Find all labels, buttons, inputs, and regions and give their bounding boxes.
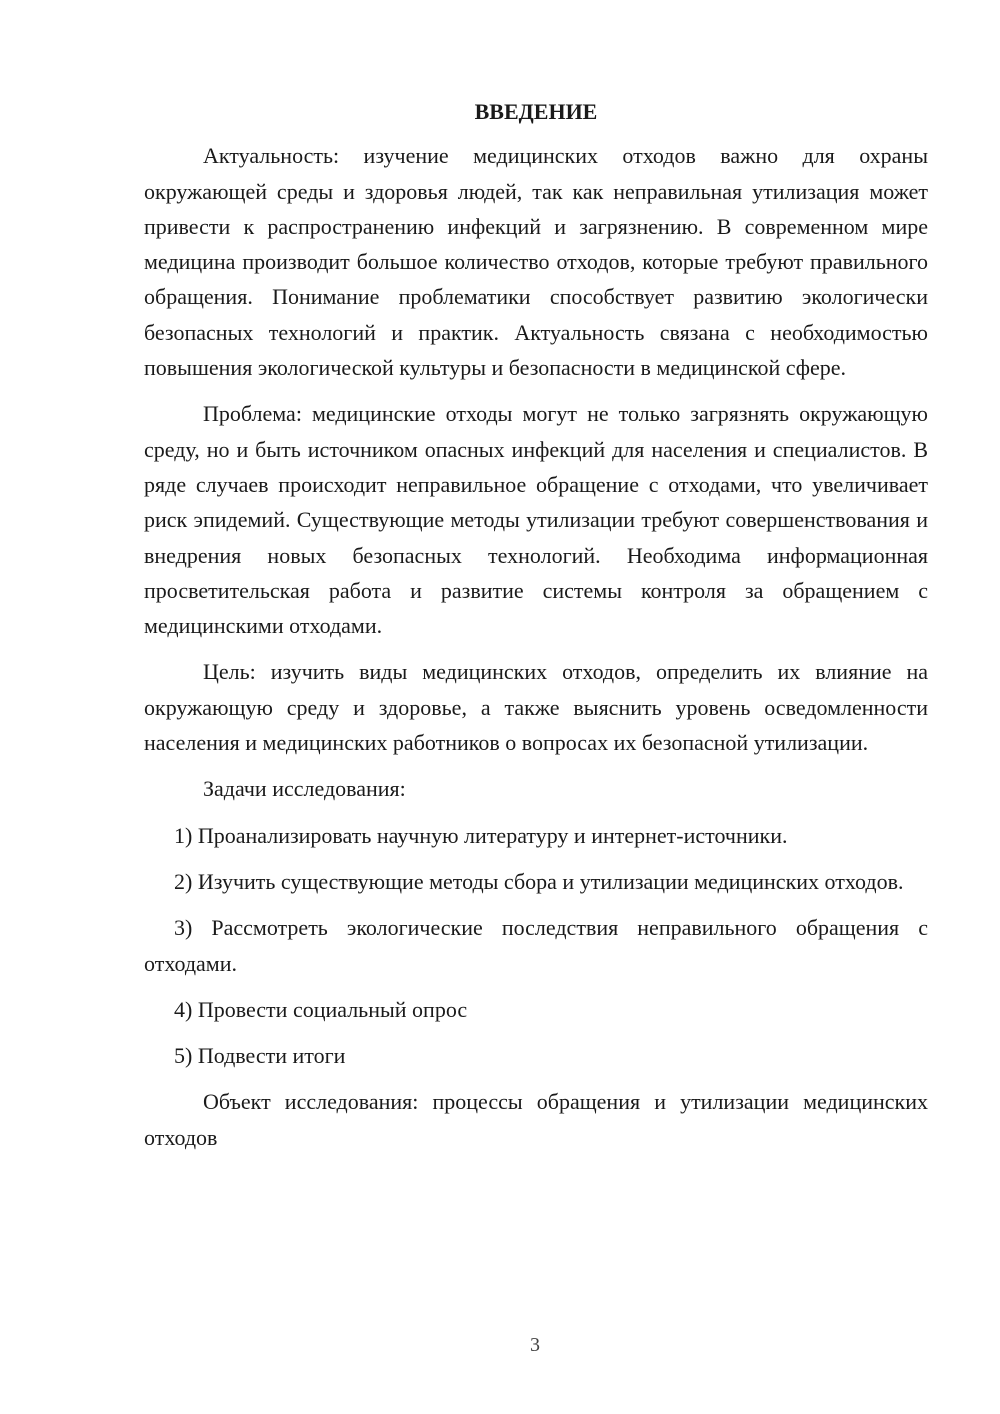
task-item: 3) Рассмотреть экологические последствия неправильного обращения с отходами. [144, 915, 928, 976]
paragraph-actuality: Актуальность: изучение медицинских отходов важно для охраны окружающей среды и здоровья людей, так как неправильная утилизация может привести к распространению инфекций и загрязнению. В современном мире медицина производит большое количество отходов, которые требуют правильного обращения. Понимание проблематики способствует развитию экологически безопасных технологий и практик. Актуальность связана с необходимостью повышения экологической культуры и безопасности в медицинской сфере. [144, 143, 928, 381]
page-number: 3 [530, 1334, 540, 1356]
page-content [144, 94, 928, 1166]
task-item: 4) Провести социальный опрос [174, 996, 468, 1022]
paragraph-goal: Цель: изучить виды медицинских отходов, определить их влияние на окружающую среду и здоровье, а также выяснить уровень осведомленности населения и медицинских работников о вопросах их безопасной утилизации. [144, 659, 928, 756]
task-item: 5) Подвести итоги [174, 1043, 346, 1069]
tasks-title: Задачи исследования: [203, 776, 406, 802]
paragraph-problem: Проблема: медицинские отходы могут не только загрязнять окружающую среду, но и быть источником опасных инфекций для населения и специалистов. В ряде случаев происходит неправильное обращение с отходами, что увеличивает риск эпидемий. Существующие методы утилизации требуют совершенствования и внедрения новых безопасных технологий. Необходима информационная просветительская работа и развитие системы контроля за обращением с медицинскими отходами. [144, 401, 928, 639]
paragraph-object: Объект исследования: процессы обращения и утилизации медицинских отходов [144, 1089, 928, 1150]
task-item: 2) Изучить существующие методы сбора и утилизации медицинских отходов. [174, 868, 904, 894]
section-heading: ВВЕДЕНИЕ [474, 99, 598, 124]
task-item: 1) Проанализировать научную литературу и интернет-источники. [174, 822, 788, 848]
